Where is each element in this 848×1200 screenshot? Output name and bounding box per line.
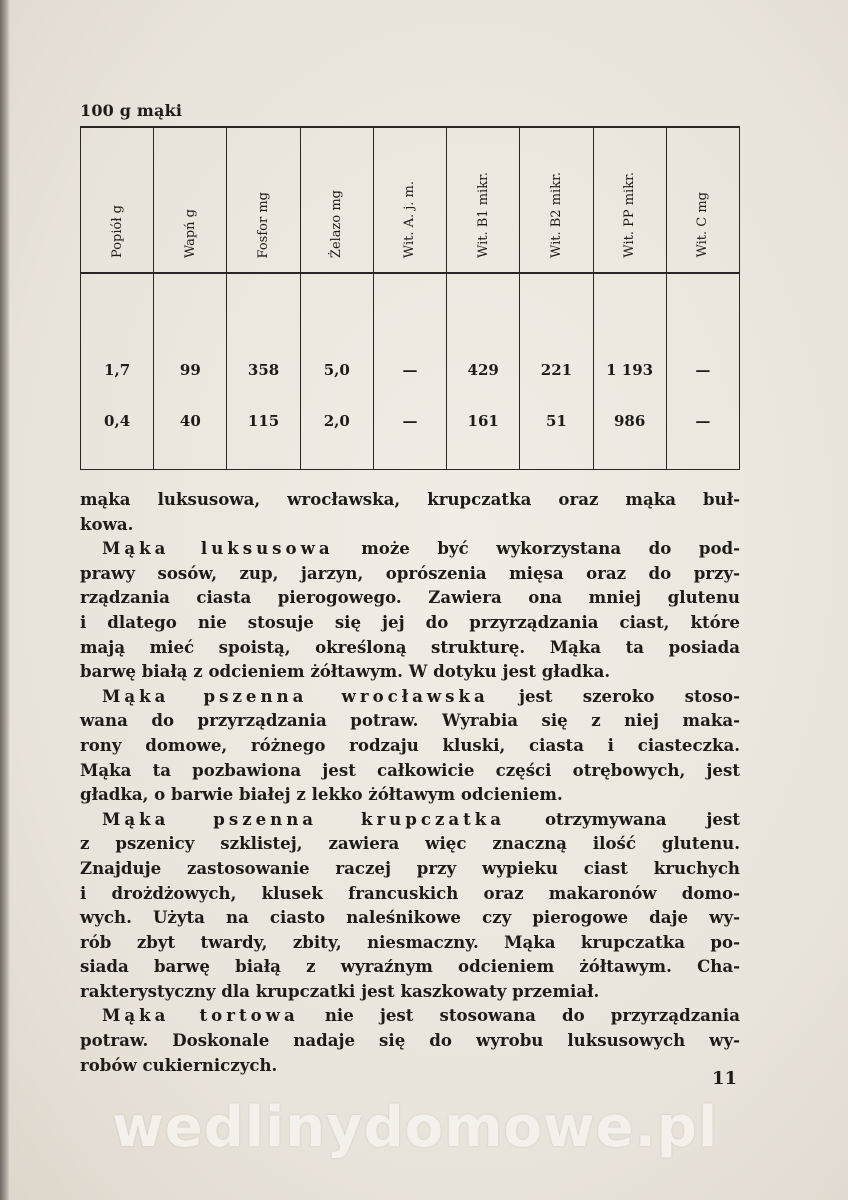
text-line: rony domowe, różnego rodzaju kluski, ciasta i ciasteczka. [80,734,740,755]
table-cell: — [666,385,739,469]
col-header-vit-b1: Wit. B1 mikr. [447,127,520,273]
nutrition-table [80,126,740,470]
table-cell: 429 [447,273,520,385]
text-line: kowa. [80,513,134,534]
table-cell: 358 [227,273,300,385]
text-line: mają mieć spoistą, określoną strukturę. Mąka ta posiada [80,636,740,657]
text-line: rządzania ciasta pierogowego. Zawiera ona mniej glutenu [80,587,740,608]
paragraph-lead-tortowa: Mąka tortowa nie jest stosowana do przyrządzania [102,1005,740,1026]
table-cell: — [373,273,446,385]
table-cell: 0,4 [81,385,154,469]
table-cell: 51 [520,385,593,469]
term-maka-luksusowa: Mąka luksusowa [102,538,334,559]
page-number: 11 [712,1068,738,1089]
text-line: gładka, o barwie białej z lekko żółtawym odcieniem. [80,784,563,805]
text-line: mąka luksusowa, wrocławska, krupczatka oraz mąka buł- [80,489,740,509]
text-line: wych. Użyta na ciasto naleśnikowe czy pierogowe daje wy- [80,907,740,928]
col-header-calcium: Wapń g [154,127,227,273]
text-line: potraw. Doskonale nadaje się do wyrobu luksusowych wy- [80,1030,740,1051]
col-header-iron: Żelazo mg [300,127,373,273]
table-cell: — [373,385,446,469]
table-cell: 115 [227,385,300,469]
table-header-row [81,127,740,273]
table-cell: 1 193 [593,273,666,385]
paragraph-lead-luksusowa: Mąka luksusowa może być wykorzystana do pod- [102,538,740,559]
text-line: Mąka ta pozbawiona jest całkowicie części otrębowych, jest [80,759,740,780]
term-maka-krupczatka: Mąka pszenna krupczatka [102,808,506,829]
text-line: robów cukierniczych. [80,1054,278,1075]
table-cell: 1,7 [81,273,154,385]
text-line: i drożdżowych, klusek francuskich oraz makaronów domo- [80,882,740,903]
text-line: i dlatego nie stosuje się jej do przyrządzania ciast, które [80,611,740,632]
table-header: 100 g mąki [80,101,183,120]
text-line: z pszenicy szklistej, zawiera więc znaczną ilość glutenu. [80,833,740,854]
table-row [81,273,740,385]
paragraph-lead-krupczatka: Mąka pszenna krupczatka otrzymywana jest [102,808,740,829]
table-cell: 5,0 [300,273,373,385]
table-cell: 161 [447,385,520,469]
col-header-ash: Popiół g [81,127,154,273]
body-text [80,487,740,1077]
watermark-text: wedlinydomowe.pl [112,1095,719,1160]
text-line: barwę białą z odcieniem żółtawym. W dotyku jest gładka. [80,661,611,682]
text-line: rakterystyczny dla krupczatki jest kaszkowaty przemiał. [80,980,600,1001]
table-cell: — [666,273,739,385]
term-maka-wroclawska: Mąka pszenna wrocławska [102,685,489,706]
col-header-phosphorus: Fosfor mg [227,127,300,273]
table-cell: 2,0 [300,385,373,469]
text-line: wana do przyrządzania potraw. Wyrabia się z niej maka- [80,710,740,731]
col-header-vit-pp: Wit. PP mikr. [593,127,666,273]
table-cell: 986 [593,385,666,469]
term-maka-tortowa: Mąka tortowa [102,1005,299,1026]
page-gutter-shadow [0,0,10,1200]
col-header-vit-c: Wit. C mg [666,127,739,273]
paragraph-lead-wroclawska: Mąka pszenna wrocławska jest szeroko stoso- [102,685,741,706]
table-cell: 99 [154,273,227,385]
text-line: rób zbyt twardy, zbity, niesmaczny. Mąka krupczatka po- [80,931,740,952]
table-cell: 40 [154,385,227,469]
table-row [81,385,740,469]
text-line: Znajduje zastosowanie raczej przy wypieku ciast kruchych [80,857,740,878]
col-header-vit-a: Wit. A. j. m. [373,127,446,273]
text-line: prawy sosów, zup, jarzyn, oprószenia mięsa oraz do przy- [80,562,740,583]
table-cell: 221 [520,273,593,385]
text-line: siada barwę białą z wyraźnym odcieniem żółtawym. Cha- [80,956,740,977]
col-header-vit-b2: Wit. B2 mikr. [520,127,593,273]
